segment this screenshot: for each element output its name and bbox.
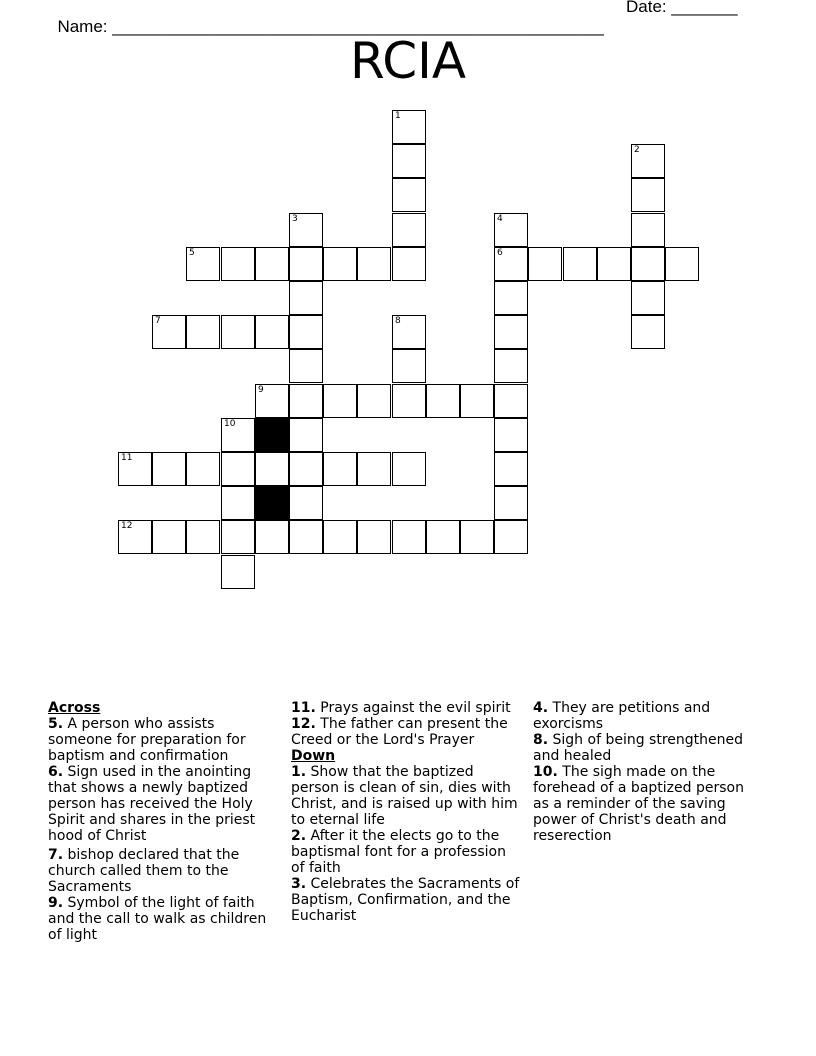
clue-across-7: 7. bishop declared that the church called them to the Sacraments [48, 847, 240, 895]
down-heading: Down [291, 748, 336, 764]
grid-cell[interactable] [323, 384, 357, 418]
date-field-label: Date: _______ [626, 0, 738, 16]
clue-down-10: 10. The sigh made on the forehead of a baptized person as a reminder of the saving power of Christ's death and reserection [533, 764, 744, 844]
clue-down-8: 8. Sigh of being strengthened and healed [533, 732, 743, 764]
clue-number: 2 [634, 145, 640, 155]
grid-cell[interactable] [494, 384, 528, 418]
grid-cell[interactable] [255, 384, 289, 418]
clue-number: 12 [121, 521, 133, 531]
grid-cell[interactable] [221, 520, 255, 554]
grid-cell[interactable] [323, 520, 357, 554]
grid-cell[interactable] [289, 418, 323, 452]
grid-cell[interactable] [392, 247, 426, 281]
grid-cell[interactable] [255, 452, 289, 486]
grid-cell[interactable] [494, 281, 528, 315]
grid-cell[interactable] [392, 178, 426, 212]
clue-number: 10 [224, 419, 236, 429]
clue-column-2 [291, 700, 523, 924]
clue-down-3: 3. Celebrates the Sacraments of Baptism, Confirmation, and the Eucharist [291, 876, 520, 924]
grid-cell[interactable] [221, 247, 255, 281]
grid-cell[interactable] [289, 349, 323, 383]
grid-cell[interactable] [392, 452, 426, 486]
grid-cell[interactable] [289, 520, 323, 554]
grid-cell[interactable] [631, 178, 665, 212]
across-heading: Across [48, 700, 101, 716]
grid-cell[interactable] [289, 247, 323, 281]
puzzle-title: RCIA [349, 32, 467, 90]
clue-column-1 [48, 700, 273, 943]
grid-cell[interactable] [392, 349, 426, 383]
grid-cell[interactable] [323, 452, 357, 486]
grid-cell[interactable] [186, 315, 220, 349]
grid-cell[interactable] [357, 520, 391, 554]
clue-across-11: 11. Prays against the evil spirit [291, 700, 511, 716]
clue-down-4: 4. They are petitions and exorcisms [533, 700, 711, 732]
grid-cell[interactable] [494, 315, 528, 349]
grid-cell[interactable] [392, 315, 426, 349]
grid-cell[interactable] [631, 213, 665, 247]
blocked-cell [255, 418, 289, 452]
grid-cell[interactable] [289, 281, 323, 315]
clue-across-12: 12. The father can present the Creed or the Lord's Prayer [291, 716, 508, 748]
clue-down-1: 1. Show that the baptized person is clean of sin, dies with Christ, and is raised up with him to eternal life [291, 764, 518, 828]
grid-cell[interactable] [289, 452, 323, 486]
clue-across-5: 5. A person who assists someone for preparation for baptism and confirmation [48, 716, 246, 764]
grid-cell[interactable] [494, 349, 528, 383]
clue-number: 4 [497, 214, 503, 224]
grid-cell[interactable] [392, 384, 426, 418]
grid-cell[interactable] [255, 315, 289, 349]
clue-number: 9 [258, 385, 264, 395]
clue-number: 11 [121, 453, 133, 463]
grid-cell[interactable] [221, 486, 255, 520]
clue-number: 7 [155, 316, 161, 326]
clue-across-9: 9. Symbol of the light of faith and the call to walk as children of light [48, 895, 267, 943]
grid-cell[interactable] [494, 213, 528, 247]
grid-cell[interactable] [323, 247, 357, 281]
clue-number: 3 [292, 214, 298, 224]
grid-cell[interactable] [221, 418, 255, 452]
clue-number: 1 [395, 111, 401, 121]
grid-cell[interactable] [221, 555, 255, 589]
grid-cell[interactable] [392, 110, 426, 144]
grid-cell[interactable] [186, 520, 220, 554]
grid-cell[interactable] [494, 418, 528, 452]
grid-cell[interactable] [392, 213, 426, 247]
clue-number: 5 [189, 248, 195, 258]
grid-cell[interactable] [494, 520, 528, 554]
grid-cell[interactable] [494, 247, 528, 281]
grid-cell[interactable] [289, 213, 323, 247]
grid-cell[interactable] [357, 384, 391, 418]
grid-cell[interactable] [460, 384, 494, 418]
grid-cell[interactable] [631, 247, 665, 281]
clue-column-3 [533, 700, 759, 844]
grid-cell[interactable] [597, 247, 631, 281]
grid-cell[interactable] [460, 520, 494, 554]
blocked-cell [255, 486, 289, 520]
grid-cell[interactable] [392, 144, 426, 178]
grid-cell[interactable] [152, 315, 186, 349]
clue-number: 8 [395, 316, 401, 326]
grid-cell[interactable] [631, 281, 665, 315]
grid-cell[interactable] [494, 486, 528, 520]
clue-number: 6 [497, 248, 503, 258]
clue-down-2: 2. After it the elects go to the baptismal font for a profession of faith [291, 828, 506, 876]
grid-cell[interactable] [118, 520, 152, 554]
grid-cell[interactable] [152, 452, 186, 486]
grid-cell[interactable] [563, 247, 597, 281]
grid-cell[interactable] [426, 384, 460, 418]
grid-cell[interactable] [494, 452, 528, 486]
grid-cell[interactable] [631, 144, 665, 178]
grid-cell[interactable] [289, 384, 323, 418]
grid-cell[interactable] [392, 520, 426, 554]
grid-cell[interactable] [255, 247, 289, 281]
clue-across-6: 6. Sign used in the anointing that shows a newly baptized person has received the Holy Spirit and shares in the priest hood of Christ [48, 764, 256, 844]
grid-cell[interactable] [152, 520, 186, 554]
grid-cell[interactable] [289, 486, 323, 520]
grid-cell[interactable] [289, 315, 323, 349]
name-field-label: Name: ____________________________________________________ [57, 17, 604, 36]
grid-cell[interactable] [631, 315, 665, 349]
grid-cell[interactable] [357, 452, 391, 486]
grid-cell[interactable] [118, 452, 152, 486]
grid-cell[interactable] [221, 315, 255, 349]
grid-cell[interactable] [186, 247, 220, 281]
grid-cell[interactable] [528, 247, 562, 281]
grid-cell[interactable] [255, 520, 289, 554]
grid-cell[interactable] [665, 247, 699, 281]
grid-cell[interactable] [426, 520, 460, 554]
grid-cell[interactable] [357, 247, 391, 281]
grid-cell[interactable] [186, 452, 220, 486]
grid-cell[interactable] [221, 452, 255, 486]
